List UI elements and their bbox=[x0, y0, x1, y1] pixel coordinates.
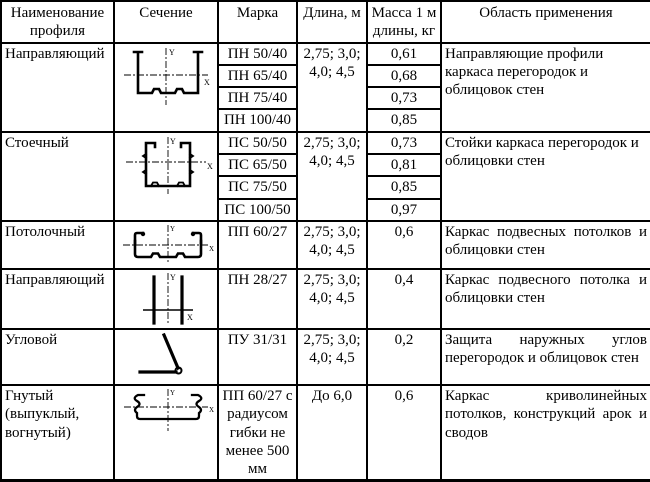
mass-cell: 0,6 bbox=[367, 221, 441, 269]
mass-cell: 0,85 bbox=[367, 109, 441, 131]
u-channel-section-icon bbox=[118, 45, 218, 111]
mark-cell: ПП 60/27 bbox=[218, 221, 297, 269]
axis-y-label: Y bbox=[170, 272, 176, 282]
header-section: Сечение bbox=[114, 1, 218, 43]
profile-name-cell: Направляющий bbox=[1, 269, 114, 329]
mark-cell: ПС 65/50 bbox=[218, 154, 297, 176]
axis-y-label: Y bbox=[169, 47, 175, 57]
table-row bbox=[1, 329, 650, 385]
axis-x-label: X bbox=[207, 161, 213, 171]
axis-x-label: X bbox=[187, 312, 193, 322]
application-cell: Каркас криволинейных потолков, конструкций арок и сводов bbox=[441, 385, 650, 481]
section-cell bbox=[114, 269, 218, 329]
header-mass: Масса 1 м длины, кг bbox=[367, 1, 441, 43]
application-cell: Направляющие профили каркаса перегородок и облицовок стен bbox=[441, 43, 650, 132]
profile-name-cell: Гнутый (выпуклый, вогнутый) bbox=[1, 385, 114, 481]
length-cell: 2,75; 3,0; 4,0; 4,5 bbox=[297, 221, 367, 269]
header-mark: Марка bbox=[218, 1, 297, 43]
mark-cell: ПН 65/40 bbox=[218, 65, 297, 87]
table-row bbox=[1, 43, 650, 65]
mark-cell: ПН 75/40 bbox=[218, 87, 297, 109]
section-cell bbox=[114, 43, 218, 132]
mass-cell: 0,73 bbox=[367, 87, 441, 109]
header-application: Область применения bbox=[441, 1, 650, 43]
axis-x-label: X bbox=[209, 405, 215, 414]
mass-cell: 0,2 bbox=[367, 329, 441, 385]
length-cell: 2,75; 3,0; 4,0; 4,5 bbox=[297, 329, 367, 385]
c-stud-section-icon bbox=[118, 134, 218, 200]
mass-cell: 0,73 bbox=[367, 132, 441, 154]
mark-cell: ПН 100/40 bbox=[218, 109, 297, 131]
section-cell bbox=[114, 221, 218, 269]
profile-name-cell: Угловой bbox=[1, 329, 114, 385]
mark-cell: ПУ 31/31 bbox=[218, 329, 297, 385]
profile-name-cell: Потолочный bbox=[1, 221, 114, 269]
profile-name-cell: Стоечный bbox=[1, 132, 114, 221]
table-row bbox=[1, 385, 650, 481]
table-row bbox=[1, 221, 650, 269]
table-row bbox=[1, 132, 650, 154]
length-cell: 2,75; 3,0; 4,0; 4,5 bbox=[297, 43, 367, 132]
mass-cell: 0,68 bbox=[367, 65, 441, 87]
mark-cell: ПС 50/50 bbox=[218, 132, 297, 154]
section-cell bbox=[114, 132, 218, 221]
table-row bbox=[1, 269, 650, 329]
header-row bbox=[1, 1, 650, 43]
section-cell bbox=[114, 385, 218, 481]
mass-cell: 0,85 bbox=[367, 176, 441, 198]
mark-cell: ПС 75/50 bbox=[218, 176, 297, 198]
axis-x-label: X bbox=[209, 244, 215, 253]
mark-cell: ПН 50/40 bbox=[218, 43, 297, 65]
application-cell: Защита наружных углов перегородок и облицовок стен bbox=[441, 329, 650, 385]
profile-name-cell: Направляющий bbox=[1, 43, 114, 132]
mass-cell: 0,81 bbox=[367, 154, 441, 176]
narrow-guide-section-icon bbox=[118, 271, 218, 327]
header-profile-name: Наименование профиля bbox=[1, 1, 114, 43]
application-cell: Стойки каркаса перегородок и облицовки стен bbox=[441, 132, 650, 221]
axis-y-label: Y bbox=[170, 388, 176, 397]
mass-cell: 0,61 bbox=[367, 43, 441, 65]
length-cell: 2,75; 3,0; 4,0; 4,5 bbox=[297, 269, 367, 329]
axis-y-label: Y bbox=[170, 224, 176, 233]
bent-arch-profile-section-icon bbox=[118, 387, 218, 433]
mark-cell: ПП 60/27 с радиусом гибки не менее 500 мм bbox=[218, 385, 297, 481]
corner-angle-section-icon bbox=[118, 331, 218, 383]
length-cell: До 6,0 bbox=[297, 385, 367, 481]
mass-cell: 0,4 bbox=[367, 269, 441, 329]
mass-cell: 0,97 bbox=[367, 199, 441, 221]
mass-cell: 0,6 bbox=[367, 385, 441, 481]
length-cell: 2,75; 3,0; 4,0; 4,5 bbox=[297, 132, 367, 221]
axis-x-label: X bbox=[204, 77, 210, 87]
section-cell bbox=[114, 329, 218, 385]
application-cell: Каркас подвесного потолка и облицовки стен bbox=[441, 269, 650, 329]
mark-cell: ПС 100/50 bbox=[218, 199, 297, 221]
mark-cell: ПН 28/27 bbox=[218, 269, 297, 329]
ceiling-profile-section-icon bbox=[118, 223, 218, 265]
axis-y-label: Y bbox=[170, 136, 176, 146]
header-length: Длина, м bbox=[297, 1, 367, 43]
application-cell: Каркас подвесных потолков и облицовки стен bbox=[441, 221, 650, 269]
